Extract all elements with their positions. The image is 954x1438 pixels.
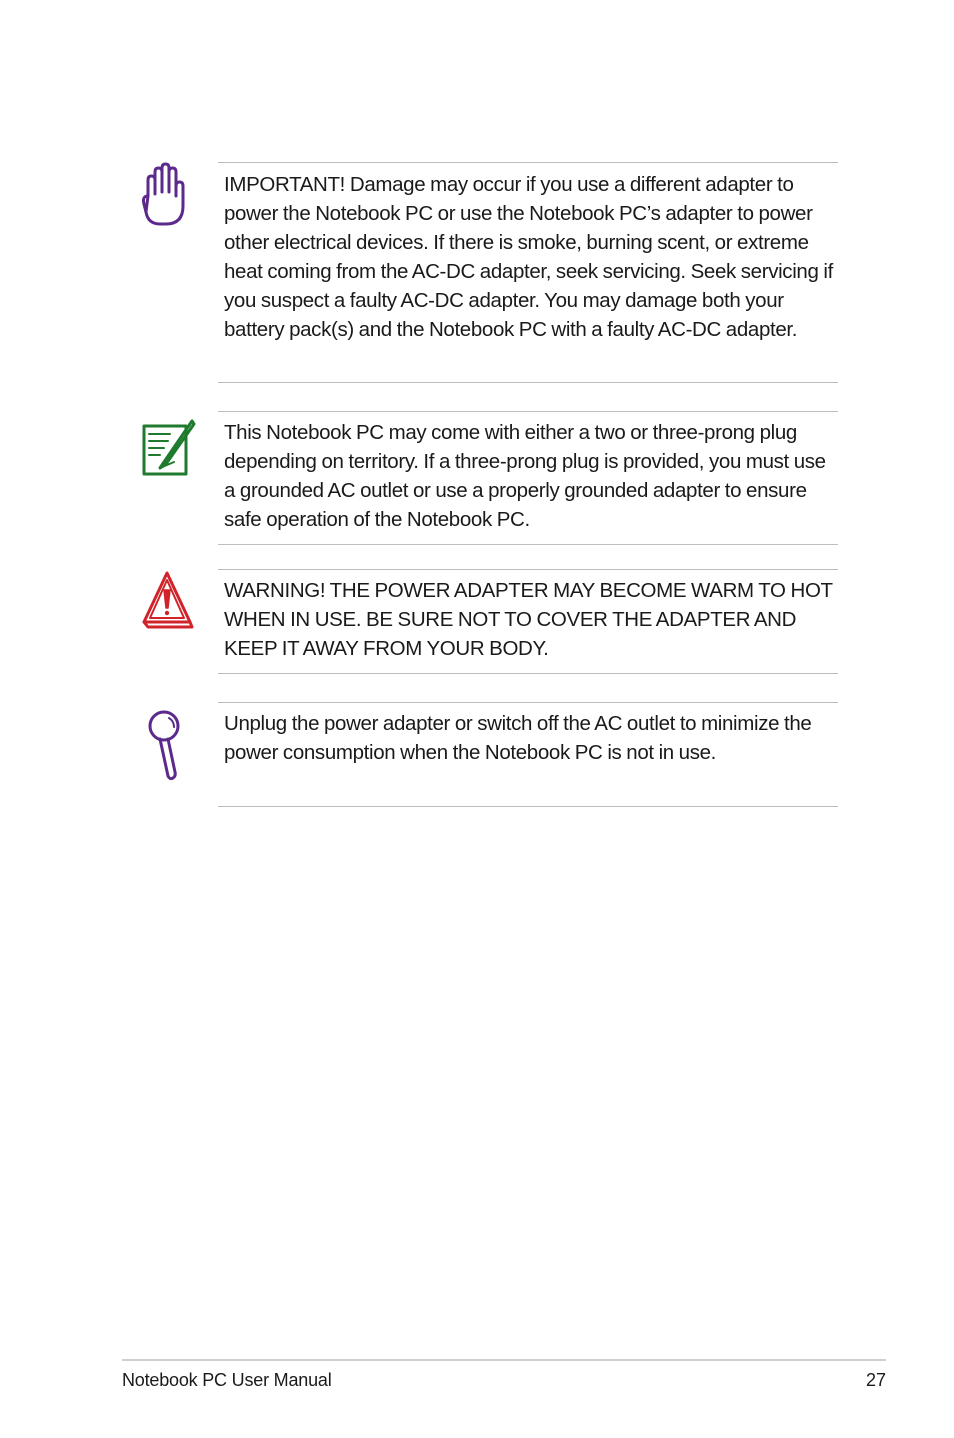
footer-rule [122, 1359, 886, 1361]
note-top-rule [218, 702, 838, 703]
note-top-rule [218, 162, 838, 163]
note-bottom-rule [218, 382, 838, 383]
note-top-rule [218, 411, 838, 412]
tip-text: Unplug the power adapter or switch off the AC outlet to minimize the power consumption when the Notebook PC is not in use. [224, 712, 812, 764]
note-bottom-rule [218, 673, 838, 674]
warning-triangle-icon [138, 570, 196, 632]
magnifier-tip-icon [138, 708, 190, 782]
note-pencil-icon [138, 418, 196, 480]
page-number: 27 [865, 1370, 886, 1390]
note-bottom-rule [218, 544, 838, 545]
warning-text: WARNING! THE POWER ADAPTER MAY BECOME WARM TO HOT WHEN IN USE. BE SURE NOT TO COVER THE ADAPTER AND KEEP IT AWAY FROM YOUR BODY. [224, 579, 833, 660]
footer-title: Notebook PC User Manual [122, 1370, 332, 1390]
important-text: IMPORTANT! Damage may occur if you use a different adapter to power the Notebook PC or use the Notebook PC’s adapter to power other electrical devices. If there is smoke, burning scent, or extreme heat coming from the AC-DC adapter, seek servicing. Seek servicing if you suspect a faulty AC-DC adapter. You may damage both your battery pack(s) and the Notebook PC with a faulty AC-DC adapter. [224, 173, 833, 341]
hand-stop-icon [138, 162, 190, 228]
note-bottom-rule [218, 806, 838, 807]
info-text: This Notebook PC may come with either a two or three-prong plug depending on territory. If a three-prong plug is provided, you must use a grounded AC outlet or use a properly grounded adapter to ensure safe operation of the Notebook PC. [224, 421, 826, 531]
note-top-rule [218, 569, 838, 570]
